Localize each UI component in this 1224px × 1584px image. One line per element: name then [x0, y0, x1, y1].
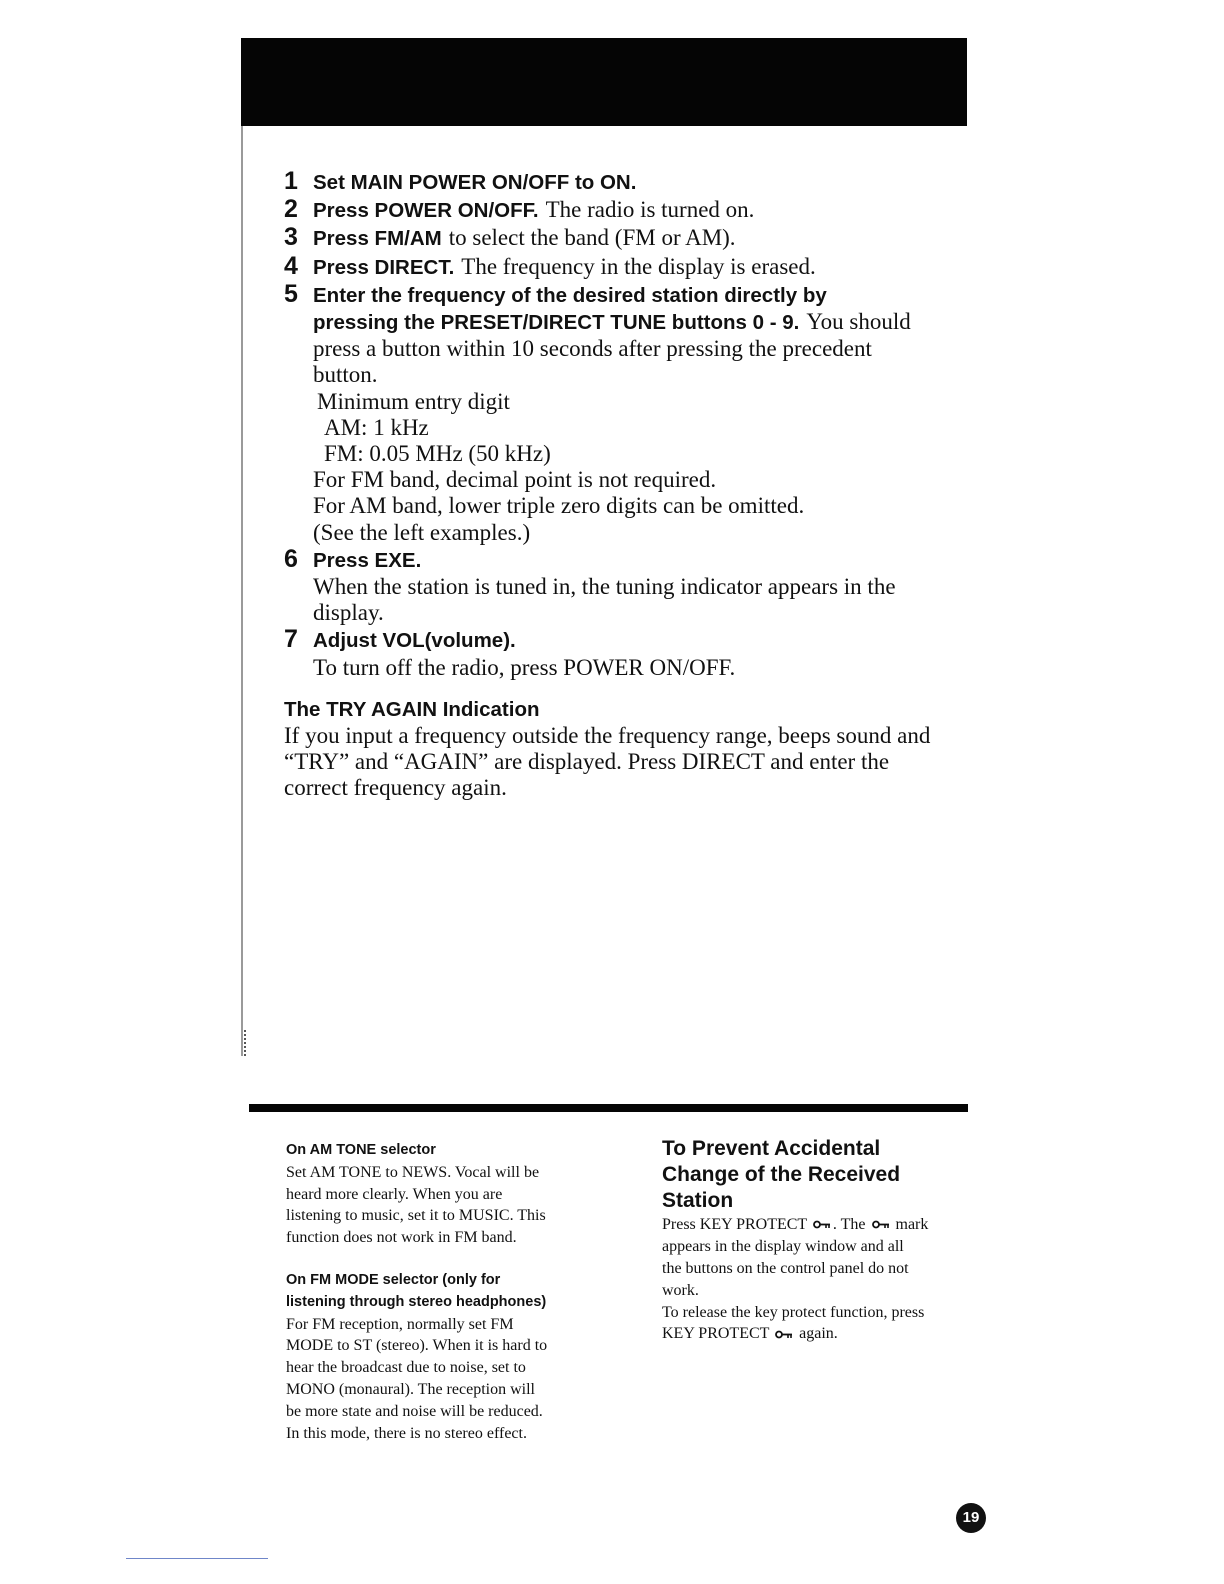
- min-entry-am: AM: 1 kHz: [324, 414, 429, 440]
- step-heading: Press POWER ON/OFF.: [313, 199, 539, 223]
- step-text: to select the band (FM or AM).: [448, 225, 736, 251]
- step-heading: Adjust VOL(volume).: [313, 629, 516, 653]
- step-5-line: button.: [313, 362, 378, 388]
- step-7: [284, 626, 974, 654]
- step-number: 4: [284, 251, 298, 280]
- key-protect-title: Station: [662, 1189, 734, 1212]
- left-margin-dots: [244, 1030, 248, 1056]
- step-6-line: display.: [313, 600, 384, 626]
- fm-mode-line: be more state and noise will be reduced.: [286, 1402, 543, 1420]
- key-protect-text: . The: [832, 1216, 866, 1233]
- try-again-body: [284, 723, 984, 801]
- step-2: [284, 196, 974, 224]
- step-number: 2: [284, 195, 298, 224]
- fm-mode-line: MONO (monaural). The reception will: [286, 1380, 535, 1398]
- step-7-line: To turn off the radio, press POWER ON/OFF.: [313, 654, 736, 680]
- key-protect-text: again.: [799, 1325, 838, 1343]
- step-number: 7: [284, 625, 298, 654]
- am-tone-title: On AM TONE selector: [286, 1142, 436, 1158]
- key-protect-column: [662, 1136, 982, 1346]
- step-text: You should: [806, 309, 911, 335]
- step-heading: Set MAIN POWER ON/OFF to ON.: [313, 171, 637, 194]
- am-tone-line: function does not work in FM band.: [286, 1229, 517, 1247]
- page-number: 19: [956, 1503, 986, 1533]
- key-protect-line: the buttons on the control panel do not: [662, 1260, 909, 1278]
- try-again-line: “TRY” and “AGAIN” are displayed. Press DIRECT and enter the: [284, 749, 890, 774]
- fm-mode-line: For FM reception, normally set FM: [286, 1315, 514, 1333]
- fm-mode-line: MODE to ST (stereo). When it is hard to: [286, 1337, 548, 1355]
- step-heading: Enter the frequency of the desired station directly by: [313, 283, 827, 307]
- footer-line: [126, 1558, 268, 1559]
- key-protect-text: mark: [895, 1216, 929, 1233]
- step-number: 6: [284, 544, 298, 573]
- am-tone-line: Set AM TONE to NEWS. Vocal will be: [286, 1163, 540, 1181]
- step-text: The radio is turned on.: [545, 197, 755, 223]
- fm-mode-line: In this mode, there is no stereo effect.: [286, 1424, 527, 1442]
- step-number: 3: [284, 223, 298, 252]
- key-protect-line: [662, 1214, 982, 1236]
- step-heading: Press DIRECT.: [313, 255, 455, 279]
- am-tone-line: listening to music, set it to MUSIC. This: [286, 1207, 546, 1225]
- section-divider: [249, 1104, 968, 1112]
- step-6: [284, 546, 974, 574]
- step-5: [284, 281, 974, 309]
- step-4: [284, 253, 974, 281]
- step-5-note: For FM band, decimal point is not required.: [313, 467, 717, 493]
- key-protect-line: To release the key protect function, press: [662, 1303, 925, 1321]
- step-6-line: When the station is tuned in, the tuning indicator appears in the: [313, 574, 896, 600]
- key-protect-text: Press KEY PROTECT: [662, 1216, 807, 1233]
- step-text: The frequency in the display is erased.: [461, 253, 816, 279]
- am-tone-line: heard more clearly. When you are: [286, 1185, 503, 1203]
- try-again-section: [284, 697, 984, 801]
- key-protect-line: [662, 1323, 982, 1345]
- step-number: 1: [284, 167, 298, 195]
- step-heading-cont: pressing the PRESET/DIRECT TUNE buttons 0 - 9.: [313, 311, 800, 335]
- header-bar: [241, 38, 967, 126]
- key-protect-text: KEY PROTECT: [662, 1325, 770, 1343]
- fm-mode-line: hear the broadcast due to noise, set to: [286, 1359, 526, 1377]
- left-notes-column: [286, 1140, 616, 1444]
- key-icon: [813, 1214, 831, 1236]
- try-again-line: correct frequency again.: [284, 775, 507, 800]
- try-again-line: If you input a frequency outside the frequency range, beeps sound and: [284, 723, 931, 748]
- fm-mode-title-cont: listening through stereo headphones): [286, 1293, 547, 1310]
- key-protect-title: To Prevent Accidental: [662, 1137, 881, 1160]
- step-3: [284, 224, 974, 252]
- fm-mode-title: On FM MODE selector (only for: [286, 1271, 501, 1288]
- step-1: [284, 168, 974, 196]
- try-again-title: The TRY AGAIN Indication: [284, 698, 540, 721]
- step-number: 5: [284, 279, 298, 308]
- left-margin-rule: [241, 126, 243, 1056]
- step-heading: Press EXE.: [313, 548, 422, 572]
- key-protect-line: appears in the display window and all: [662, 1238, 904, 1256]
- steps-list: [284, 168, 974, 681]
- step-5-note: For AM band, lower triple zero digits can be omitted.: [313, 493, 805, 519]
- min-entry-fm: FM: 0.05 MHz (50 kHz): [324, 441, 551, 467]
- key-protect-title: Change of the Received: [662, 1163, 901, 1186]
- step-5-line: press a button within 10 seconds after pressing the precedent: [313, 336, 872, 362]
- key-icon: [872, 1214, 890, 1236]
- min-entry-title: Minimum entry digit: [317, 388, 510, 414]
- step-5-note: (See the left examples.): [313, 519, 531, 545]
- step-5-cont: [284, 309, 974, 336]
- key-protect-line: work.: [662, 1281, 699, 1299]
- key-icon: [775, 1324, 793, 1346]
- step-heading: Press FM/AM: [313, 227, 442, 251]
